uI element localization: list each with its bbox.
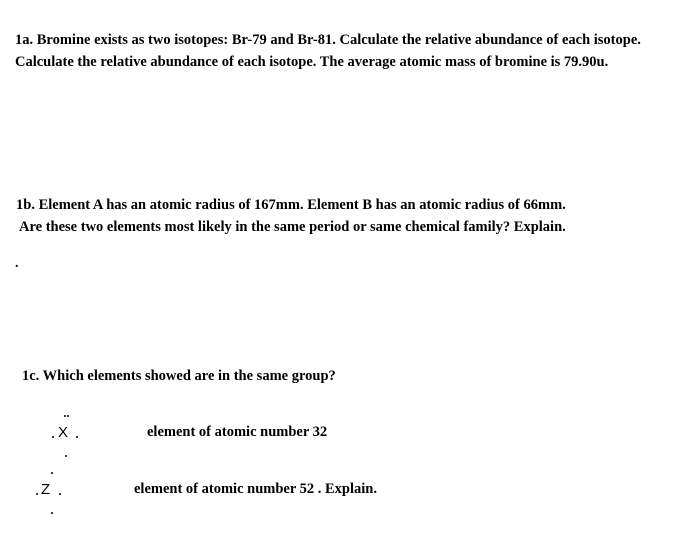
question-1a: 1a. Bromine exists as two isotopes: Br-79 and Br-81. Calculate the relative abundance of each isotope. Calculate the relative abundance of each isotope. The average atomic mass of bromine is 79.90u.	[15, 32, 641, 70]
electron-dot	[52, 436, 54, 438]
question-1b	[16, 195, 676, 238]
element-x-label: element of atomic number 32	[147, 424, 328, 440]
electron-dot	[64, 415, 66, 417]
electron-dot	[59, 493, 61, 495]
electron-dot	[65, 455, 67, 457]
electron-dot	[76, 436, 78, 438]
electron-dot	[67, 415, 69, 417]
question-1b-line1: 1b. Element A has an atomic radius of 167mm. Element B has an atomic radius of 66mm.	[16, 197, 566, 213]
element-x-symbol: X	[58, 424, 69, 441]
electron-dot	[36, 493, 38, 495]
element-z-label: element of atomic number 52 . Explain.	[134, 481, 377, 497]
question-1c: 1c. Which elements showed are in the same group?	[22, 368, 336, 384]
question-1b-line2: Are these two elements most likely in the same period or same chemical family? Explain.	[19, 218, 566, 235]
stray-period: .	[15, 256, 19, 271]
element-z-symbol: Z	[41, 481, 51, 498]
electron-dot	[51, 472, 53, 474]
electron-dot	[51, 512, 53, 514]
